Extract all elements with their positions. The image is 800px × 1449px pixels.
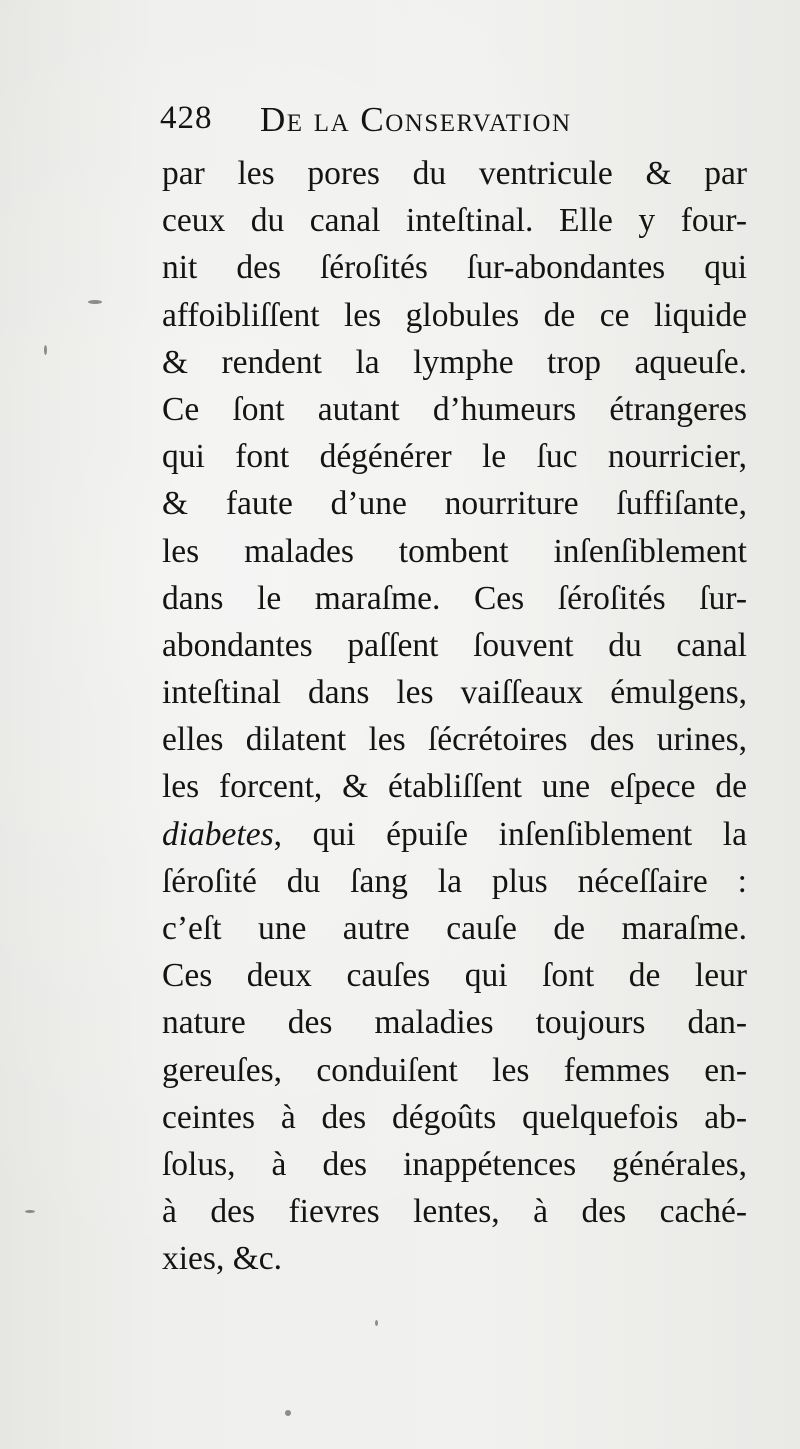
text-line: Ces deux cauſes qui ſont de leur [162,957,747,995]
ink-speck [25,1210,35,1213]
text-line: c’eſt une autre cauſe de maraſme. [162,910,747,947]
text-line: nature des maladies toujours dan- [162,1004,747,1042]
text-line: qui font dégénérer le ſuc nourricier, [162,438,747,476]
body-text [162,150,747,1283]
line-continuation: , qui épuiſe inſenſiblement la [273,815,747,853]
text-line: ſolus, à des inappétences générales, [162,1145,747,1183]
text-line: elles dilatent les ſécrétoires des urines, [162,721,747,759]
ink-speck [375,1320,378,1326]
text-line: les forcent, & établiſſent une eſpece de [162,768,747,806]
text-line: abondantes paſſent ſouvent du canal [162,626,747,664]
text-line-italic-term [162,811,747,858]
text-line: affoibliſſent les globules de ce liquide [162,296,747,334]
text-line: à des fievres lentes, à des caché- [162,1193,747,1231]
ink-speck [285,1410,291,1416]
text-line: ſéroſité du ſang la plus néceſſaire : [162,862,747,900]
ink-speck [88,300,102,304]
text-line: & faute d’une nourriture ſuffiſante, [162,485,747,523]
text-line-last: xies, &c. [162,1240,283,1278]
text-line: ceux du canal inteſtinal. Elle y four- [162,202,747,240]
text-line: les malades tombent inſenſiblement [162,532,747,570]
page-number: 428 [160,100,213,136]
text-line: nit des ſéroſités ſur-abondantes qui [162,249,747,287]
running-header [160,100,760,148]
text-line: gereuſes, conduiſent les femmes en- [162,1051,747,1089]
text-line: & rendent la lymphe trop aqueuſe. [162,343,747,381]
text-line: dans le maraſme. Ces ſéroſités ſur- [162,579,747,617]
text-line: par les pores du ventricule & par [162,155,747,192]
text-line: Ce ſont autant d’humeurs étrangeres [162,390,747,428]
text-line: inteſtinal dans les vaiſſeaux émulgens, [162,674,747,712]
italic-term: diabetes [162,815,274,853]
ink-speck [44,345,47,355]
running-title: De la Conservation [260,100,572,139]
text-line: ceintes à des dégoûts quelquefois ab- [162,1098,747,1136]
